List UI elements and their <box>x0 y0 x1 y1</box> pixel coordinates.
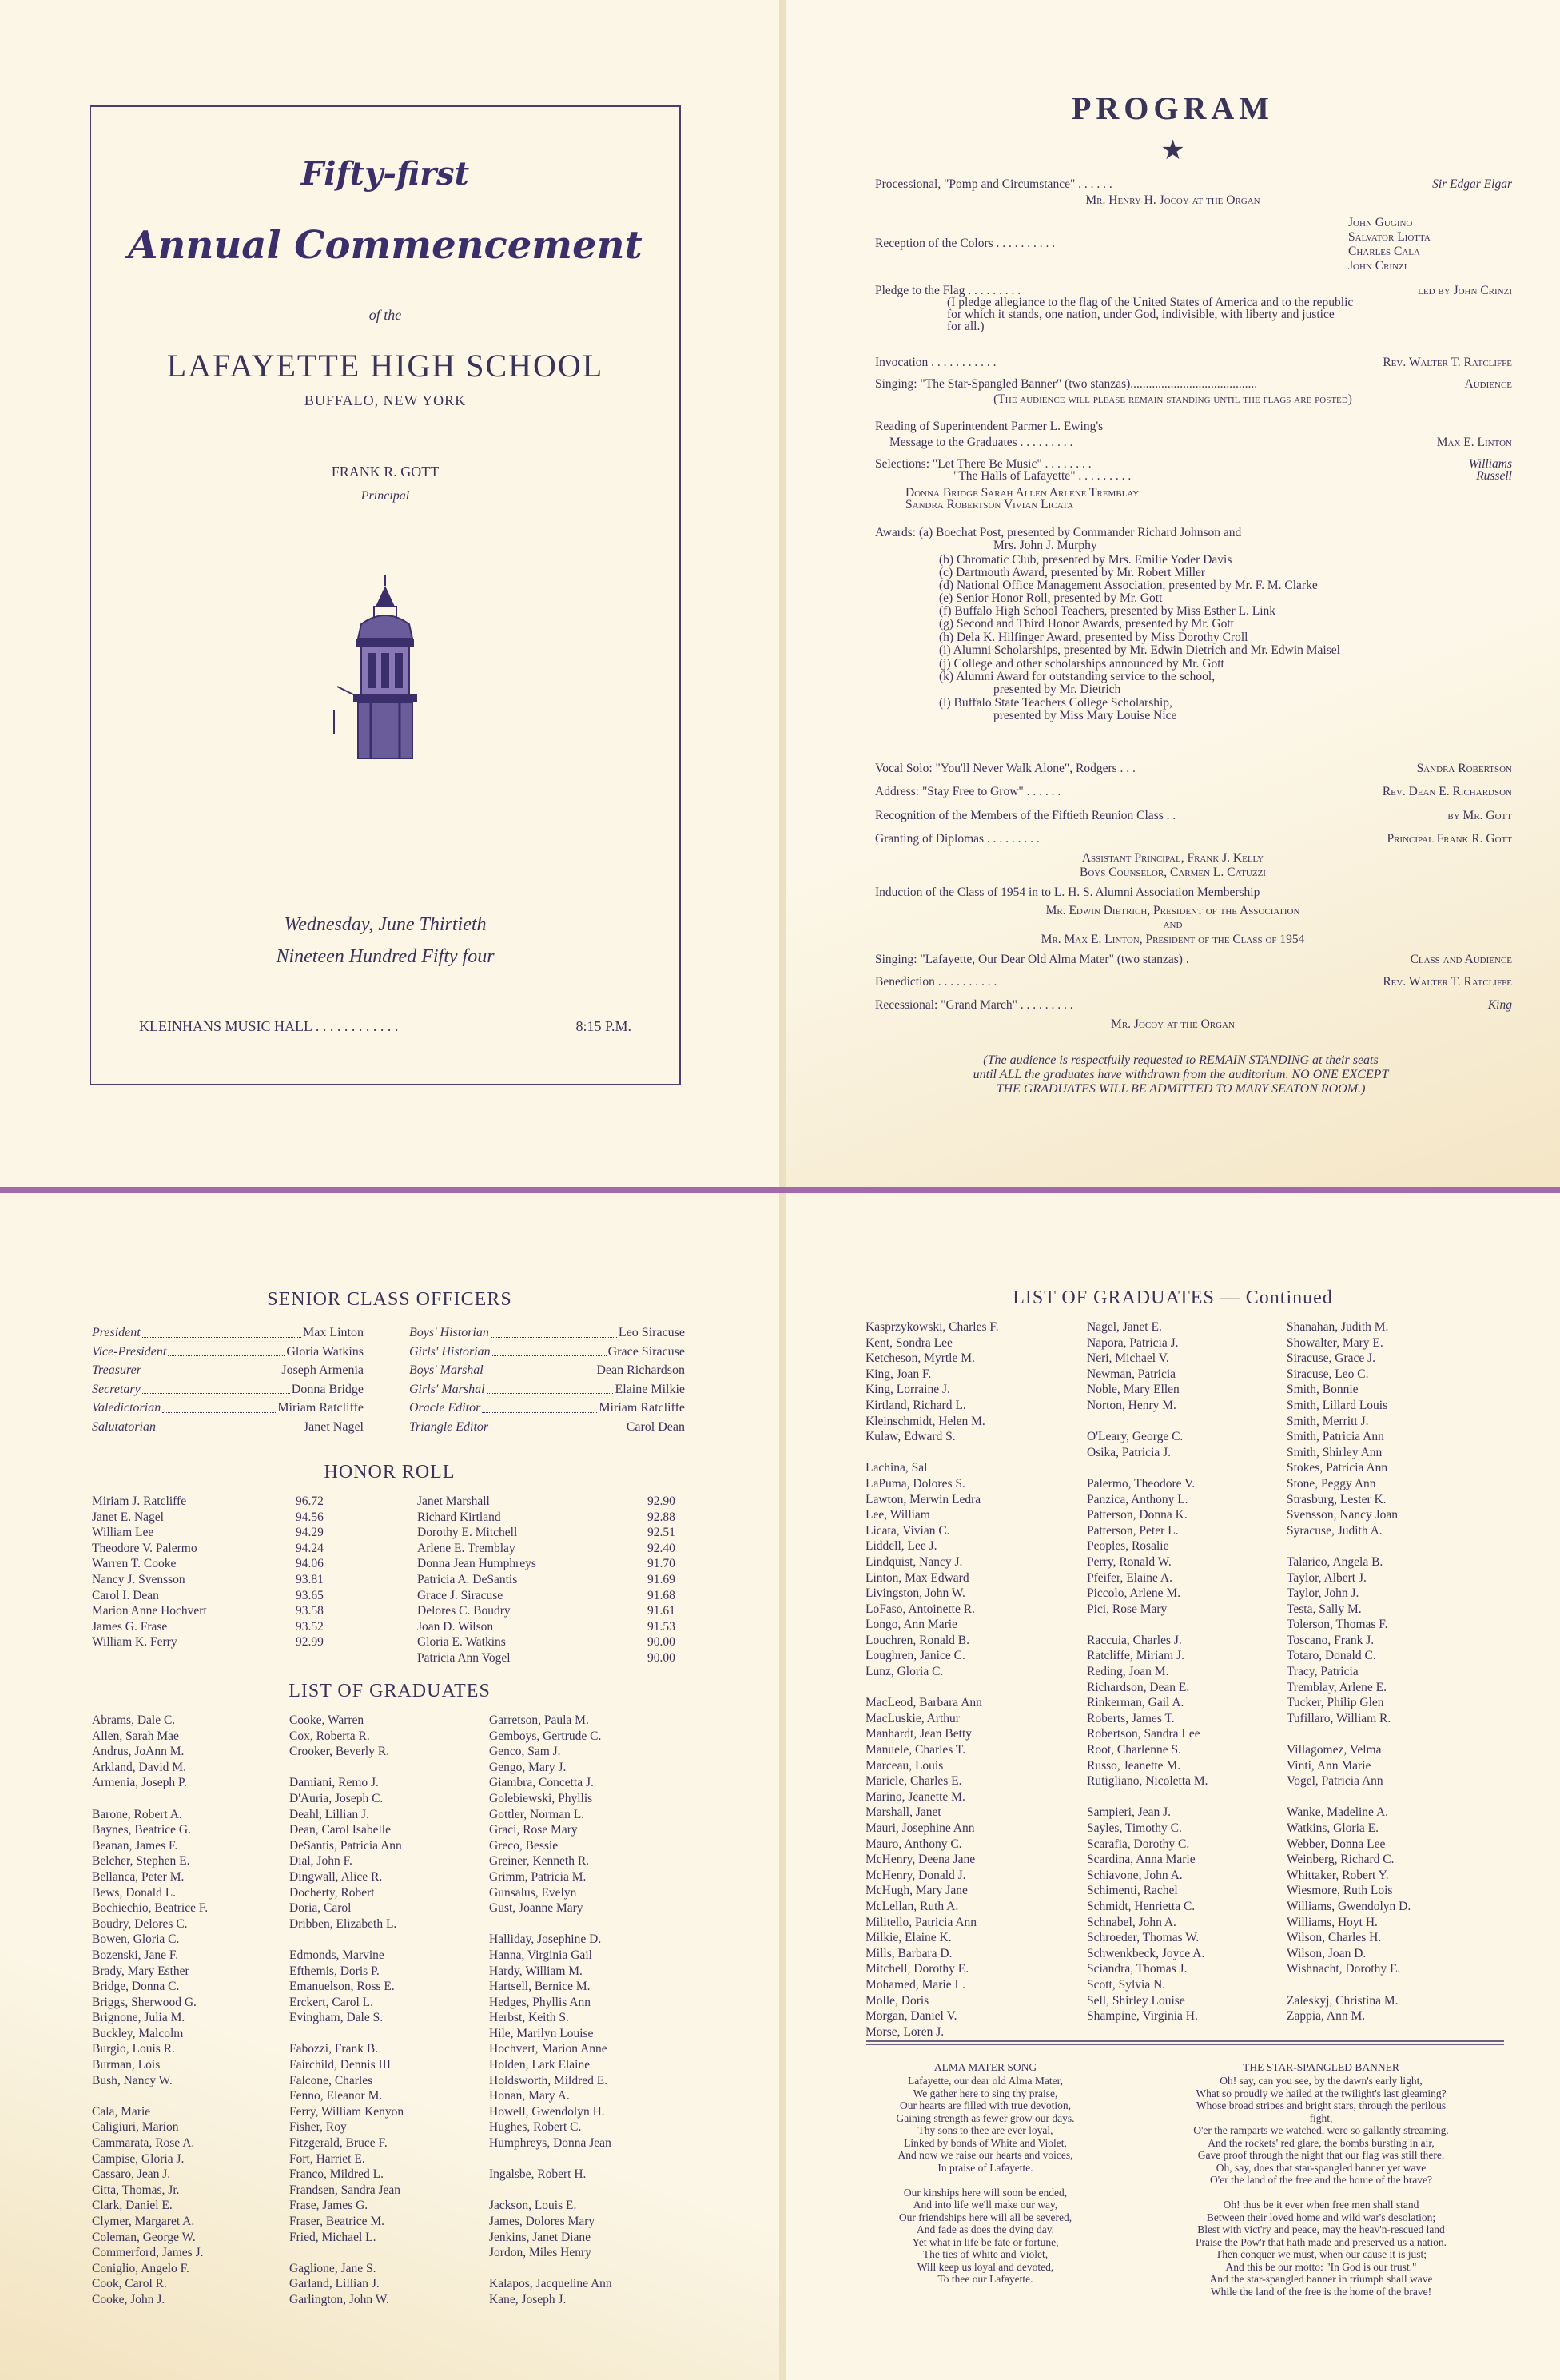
leader-dots <box>143 1361 280 1375</box>
program-line: Awards: (a) Boechat Post, presented by Commander Richard Johnson and <box>875 526 1242 539</box>
program-line-right: Russell <box>1476 469 1512 483</box>
program-line: (k) Alumni Award for outstanding service to the school, <box>939 670 1216 683</box>
school-city: BUFFALO, NEW YORK <box>304 392 467 408</box>
leader-dots <box>162 1399 276 1413</box>
leader-dots <box>492 1343 607 1357</box>
honor-names-1: Miriam J. Ratcliffe Janet E. Nagel William Lee Theodore V. Palermo Warren T. Cooke Nancy J. Svensson Carol I. Dean Marion Anne Hochvert James G. Frase William K. Ferry <box>92 1494 207 1650</box>
graduates-col-2: Cooke, Warren Cox, Roberta R. Crooker, Beverly R. Damiani, Remo J. D'Auria, Joseph C. Deahl, Lillian J. Dean, Carol Isabelle DeSantis, Patricia Ann Dial, John F. Dingwall, Alice R. Docherty, Robert Doria, Carol Dribben, Elizabeth L. Edmonds, Marvine Efthemis, Doris P. Emanuelson, Ross E. Erckert, Carol L. Evingham, Dale S. Fabozzi, Frank B. Fairchild, Dennis III Falcone, Charles Fenno, Eleanor M. Ferry, William Kenyon Fisher, Roy Fitzgerald, Bruce F. Fort, Harriet E. Franco, Mildred L. Frandsen, Sandra Jean Frase, James G. Fraser, Beatrice M. Fried, Michael L. Gaglione, Jane S. Garland, Lillian J. Garlington, John W. <box>289 1713 404 2306</box>
leader-dots <box>168 1343 285 1357</box>
color-bearer: Salvator Liotta <box>1348 230 1431 244</box>
leader-dots <box>142 1323 301 1338</box>
officer-name: Dean Richardson <box>596 1363 685 1377</box>
venue: KLEINHANS MUSIC HALL . . . . . . . . . . . . <box>139 1018 399 1034</box>
program-line: for which it stands, one nation, under God, indivisible, with liberty and justice <box>947 308 1335 321</box>
program-line: Reception of the Colors . . . . . . . . . . <box>875 237 1056 250</box>
program-centered-line: Mr. Henry H. Jocoy at the Organ <box>1085 193 1260 207</box>
cover-border <box>90 105 681 1085</box>
leader-dots <box>482 1399 597 1413</box>
officer-row <box>92 1399 364 1418</box>
officer-role: Boys' Historian <box>409 1326 489 1339</box>
officer-name: Leo Siracuse <box>618 1326 685 1339</box>
officer-name: Gloria Watkins <box>286 1344 364 1359</box>
program-title: PROGRAM <box>1071 90 1275 126</box>
program-line: (j) College and other scholarships announced by Mr. Gott <box>939 657 1224 671</box>
cover-date-2: Nineteen Hundred Fifty four <box>276 946 495 967</box>
alma-mater-text: Lafayette, our dear old Alma Mater, We gather here to sing thy praise, Our hearts are filled with true devotion, Gaining strength as fewer grow our days. Thy sons to thee are ever loyal, Linked by bonds of White and Violet, And now we raise our hearts and voices, In praise of Lafayette. Our kinships here will soon be ended, And into life we'll make our way, Our friendships here will all be severed, And fade as does the dying day. Yet what in life be fate or fortune, The ties of White and Violet, Will keep us loyal and devoted, To thee our Lafayette. <box>896 2075 1075 2285</box>
officer-name: Miriam Ratcliffe <box>277 1401 364 1415</box>
officer-row <box>92 1343 364 1362</box>
anthem-title: THE STAR-SPANGLED BANNER <box>1243 2061 1399 2073</box>
officer-role: Salutatorian <box>92 1419 157 1434</box>
program-line: Singing: "Lafayette, Our Dear Old Alma Mater" (two stanzas) . <box>875 953 1189 966</box>
honor-scores-1: 96.72 94.56 94.29 94.24 94.06 93.81 93.65 93.58 93.52 92.99 <box>296 1494 324 1650</box>
program-panel <box>786 0 1560 1187</box>
officers-panel <box>0 1193 779 2380</box>
officer-role: Oracle Editor <box>409 1401 481 1415</box>
officer-role: Vice-President <box>92 1344 167 1359</box>
tower-illustration <box>329 575 449 766</box>
officer-role: President <box>92 1326 141 1339</box>
program-line: for all.) <box>947 320 985 333</box>
officers-right <box>409 1323 685 1436</box>
color-bearer: John Crinzi <box>1348 259 1407 273</box>
officer-role: Secretary <box>92 1382 141 1396</box>
cover-line-1: Fifty-first <box>300 155 470 193</box>
program-line: Singing: "The Star-Spangled Banner" (two stanzas)......................................... <box>875 377 1258 391</box>
program-centered-line: Boys Counselor, Carmen L. Catuzzi <box>1080 866 1266 879</box>
officer-role: Triangle Editor <box>409 1419 489 1434</box>
leader-dots <box>490 1418 625 1432</box>
color-bearer: Charles Cala <box>1348 245 1420 258</box>
cover-of-the: of the <box>368 307 402 323</box>
audience-notice <box>842 1053 1520 1096</box>
principal-title: Principal <box>360 489 410 503</box>
program-line: Benediction . . . . . . . . . . <box>875 975 997 989</box>
program-line: Recessional: "Grand March" . . . . . . . . . <box>875 998 1073 1012</box>
program-line: (d) National Office Management Association, presented by Mr. F. M. Clarke <box>939 579 1318 592</box>
program-line-right: Rev. Walter T. Ratcliffe <box>1383 356 1512 369</box>
graduates-col-3: Garretson, Paula M. Gemboys, Gertrude C. Genco, Sam J. Gengo, Mary J. Giambra, Concetta J. Golebiewski, Phyllis Gottler, Norman L. Graci, Rose Mary Greco, Bessie Greiner, Kenneth R. Grimm, Patricia M. Gunsalus, Evelyn Gust, Joanne Mary Halliday, Josephine D. Hanna, Virginia Gail Hardy, William M. Hartsell, Bernice M. Hedges, Phyllis Ann Herbst, Keith S. Hile, Marilyn Louise Hochvert, Marion Anne Holden, Lark Elaine Holdsworth, Mildred E. Honan, Mary A. Howell, Gwendolyn H. Hughes, Robert C. Humphreys, Donna Jean Ingalsbe, Robert H. Jackson, Louis E. James, Dolores Mary Jenkins, Janet Diane Jordon, Miles Henry Kalapos, Jacqueline Ann Kane, Joseph J. <box>489 1713 612 2306</box>
program-line: Reading of Superintendent Parmer L. Ewing's <box>875 420 1104 433</box>
program-line: presented by Miss Mary Louise Nice <box>993 709 1177 722</box>
officer-row <box>92 1361 364 1380</box>
officer-role: Girls' Marshal <box>409 1382 485 1396</box>
program-line: Granting of Diplomas . . . . . . . . . <box>875 832 1040 846</box>
graduates-cont-col-3: Shanahan, Judith M. Showalter, Mary E. Siracuse, Grace J. Siracuse, Leo C. Smith, Bonnie Smith, Lillard Louis Smith, Merritt J. Smith, Patricia Ann Smith, Shirley Ann Stokes, Patricia Ann Stone, Peggy Ann Strasburg, Lester K. Svensson, Nancy Joan Syracuse, Judith A. Talarico, Angela B. Taylor, Albert J. Taylor, John J. Testa, Sally M. Tolerson, Thomas F. Toscano, Frank J. Totaro, Donald C. Tracy, Patricia Tremblay, Arlene E. Tucker, Philip Glen Tufillaro, William R. Villagomez, Velma Vinti, Ann Marie Vogel, Patricia Ann Wanke, Madeline A. Watkins, Gloria E. Webber, Donna Lee Weinberg, Richard C. Whittaker, Robert Y. Wiesmore, Ruth Lois Williams, Gwendolyn D. Williams, Hoyt H. Wilson, Charles H. Wilson, Joan D. Wishnacht, Dorothy E. Zaleskyj, Christina M. Zappia, Ann M. <box>1287 1320 1411 2024</box>
program-line: Selections: "Let There Be Music" . . . . . . . . <box>875 457 1092 471</box>
officer-row <box>409 1343 685 1362</box>
honor-names-2: Janet Marshall Richard Kirtland Dorothy E. Mitchell Arlene E. Tremblay Donna Jean Humphreys Patricia A. DeSantis Grace J. Siracuse Delores C. Boudry Joan D. Wilson Gloria E. Watkins Patricia Ann Vogel <box>417 1494 536 1665</box>
program-line: Induction of the Class of 1954 in to L. H. S. Alumni Association Membership <box>875 886 1260 899</box>
program-centered-line: Assistant Principal, Frank J. Kelly <box>1081 851 1264 865</box>
officers-title: SENIOR CLASS OFFICERS <box>267 1289 512 1310</box>
officer-row <box>409 1380 685 1399</box>
program-line-right: led by John Crinzi <box>1418 284 1512 297</box>
officer-row <box>92 1418 364 1437</box>
school-name: LAFAYETTE HIGH SCHOOL <box>166 348 604 384</box>
anthem-text: Oh! say, can you see, by the dawn's early light, What so proudly we hailed at the twilight's last gleaming? Whose broad stripes and bright stars, through the perilous fight, O'er the ramparts we watched, were so gallantly streaming. And the rockets' red glare, the bombs bursting in air, Gave proof through the night that our flag was still there. Oh, say, does that star-spangled banner yet wave O'er the land of the free and the home of the brave? Oh! thus be it ever when free men shall stand Between their loved home and wild war's desolation; Blest with vict'ry and peace, may the heav'n-rescued land Praise the Pow'r that hath made and preserved us a nation. Then conquer we must, when our cause it is just; And this be our motto: "In God is our trust." And the star-spangled banner in triumph shall wave While the land of the free is the home of the brave! <box>1193 2075 1449 2298</box>
officer-row <box>92 1323 364 1343</box>
program-line-right: Williams <box>1468 457 1512 471</box>
officer-name: Janet Nagel <box>303 1419 364 1434</box>
color-bearers <box>1343 216 1431 273</box>
program-line: Processional, "Pomp and Circumstance" . . . . . . <box>875 177 1112 191</box>
officer-row <box>409 1361 685 1380</box>
officer-row <box>409 1418 685 1437</box>
program-line-right: Audience <box>1464 377 1512 391</box>
program-centered-line: (The audience will please remain standing until the flags are posted) <box>993 392 1352 406</box>
graduates-title: LIST OF GRADUATES <box>289 1681 491 1701</box>
officer-name: Joseph Armenia <box>281 1363 364 1377</box>
notice-line: until ALL the graduates have withdrawn from the auditorium. NO ONE EXCEPT <box>973 1068 1389 1081</box>
program-line: (g) Second and Third Honor Awards, presented by Mr. Gott <box>939 617 1234 631</box>
program-line: Pledge to the Flag . . . . . . . . . <box>875 284 1021 297</box>
program-line: Recognition of the Members of the Fiftieth Reunion Class . . <box>875 809 1176 822</box>
leader-dots <box>157 1418 302 1432</box>
program-line-right: by Mr. Gott <box>1447 809 1512 822</box>
notice-line: THE GRADUATES WILL BE ADMITTED TO MARY SEATON ROOM.) <box>996 1082 1366 1096</box>
program-line-right: Class and Audience <box>1410 953 1512 966</box>
program-centered-line: Mr. Jocoy at the Organ <box>1111 1017 1235 1031</box>
officer-role: Girls' Historian <box>409 1344 491 1359</box>
program-line: (h) Dela K. Hilfinger Award, presented by Miss Dorothy Croll <box>939 631 1248 644</box>
officer-name: Miriam Ratcliffe <box>599 1401 685 1415</box>
officer-name: Elaine Milkie <box>615 1382 685 1396</box>
program-line: Donna Bridge Sarah Allen Arlene Tremblay <box>905 486 1140 499</box>
graduates-panel <box>786 1193 1560 2380</box>
leader-dots <box>491 1323 617 1338</box>
alma-mater-title: ALMA MATER SONG <box>933 2061 1037 2073</box>
honor-roll-title: HONOR ROLL <box>324 1462 456 1483</box>
officer-role: Boys' Marshal <box>409 1363 484 1377</box>
officer-name: Carol Dean <box>626 1419 685 1434</box>
graduates-cont-col-2: Nagel, Janet E. Napora, Patricia J. Neri, Michael V. Newman, Patricia Noble, Mary Ellen Norton, Henry M. O'Leary, George C. Osika, Patricia J. Palermo, Theodore V. Panzica, Anthony L. Patterson, Donna K. Patterson, Peter L. Peoples, Rosalie Perry, Ronald W. Pfeifer, Elaine A. Piccolo, Arlene M. Pici, Rose Mary Raccuia, Charles J. Ratcliffe, Miriam J. Reding, Joan M. Richardson, Dean E. Rinkerman, Gail A. Roberts, James T. Robertson, Sandra Lee Root, Charlenne S. Russo, Jeanette M. Rutigliano, Nicoletta M. Sampieri, Jean J. Sayles, Timothy C. Scarafia, Dorothy C. Scardina, Anna Marie Schiavone, John A. Schimenti, Rachel Schmidt, Henrietta C. Schnabel, John A. Schroeder, Thomas W. Schwenkbeck, Joyce A. Sciandra, Thomas J. Scott, Sylvia N. Sell, Shirley Louise Shampine, Virginia H. <box>1087 1320 1208 2024</box>
star-icon: ★ <box>1160 136 1185 165</box>
program-line: (I pledge allegiance to the flag of the United States of America and to the republic <box>947 296 1354 309</box>
program-line: Mrs. John J. Murphy <box>993 539 1097 552</box>
leader-dots <box>487 1380 614 1395</box>
program-line-right: King <box>1487 998 1512 1012</box>
divider-rule <box>866 2044 1504 2045</box>
program-line: (b) Chromatic Club, presented by Mrs. Emilie Yoder Davis <box>939 553 1232 567</box>
officer-name: Grace Siracuse <box>607 1344 685 1359</box>
officer-name: Donna Bridge <box>291 1382 364 1396</box>
graduates-cont-col-1: Kasprzykowski, Charles F. Kent, Sondra Lee Ketcheson, Myrtle M. King, Joan F. King, Lorraine J. Kirtland, Richard L. Kleinschmidt, Helen M. Kulaw, Edward S. Lachina, Sal LaPuma, Dolores S. Lawton, Merwin Ledra Lee, William Licata, Vivian C. Liddell, Lee J. Lindquist, Nancy J. Linton, Max Edward Livingston, John W. LoFaso, Antoinette R. Longo, Ann Marie Louchren, Ronald B. Loughren, Janice C. Lunz, Gloria C. MacLeod, Barbara Ann MacLuskie, Arthur Manhardt, Jean Betty Manuele, Charles T. Marceau, Louis Maricle, Charles E. Marino, Jeanette M. Marshall, Janet Mauri, Josephine Ann Mauro, Anthony C. McHenry, Deena Jane McHenry, Donald J. McHugh, Mary Jane McLellan, Ruth A. Militello, Patricia Ann Milkie, Elaine K. Mills, Barbara D. Mitchell, Dorothy E. Mohamed, Marie L. Molle, Doris Morgan, Daniel V. Morse, Loren J. <box>866 1320 999 2039</box>
program-line-right: Principal Frank R. Gott <box>1387 832 1512 846</box>
program-line: Sandra Robertson Vivian Licata <box>905 498 1074 511</box>
officers-left <box>92 1323 364 1436</box>
officer-role: Valedictorian <box>92 1401 161 1415</box>
program-line: "The Halls of Lafayette" . . . . . . . . . <box>953 469 1132 483</box>
honor-scores-2: 92.90 92.88 92.51 92.40 91.70 91.69 91.68 91.61 91.53 90.00 90.00 <box>647 1494 675 1665</box>
program-line: Address: "Stay Free to Grow" . . . . . . <box>875 785 1061 798</box>
program-line-right: Sandra Robertson <box>1416 762 1512 775</box>
officer-role: Treasurer <box>92 1363 141 1377</box>
program-line-right: Sir Edgar Elgar <box>1432 177 1512 191</box>
program-line: Vocal Solo: "You'll Never Walk Alone", Rodgers . . . <box>875 762 1136 775</box>
program-line-right: Max E. Linton <box>1436 436 1512 449</box>
notice-line: (The audience is respectfully requested to REMAIN STANDING at their seats <box>983 1053 1379 1067</box>
officer-row <box>92 1380 364 1399</box>
program-centered-line: and <box>1163 917 1183 931</box>
program-line: Invocation . . . . . . . . . . . <box>875 356 997 369</box>
graduates-col-1: Abrams, Dale C. Allen, Sarah Mae Andrus, JoAnn M. Arkland, David M. Armenia, Joseph P. Barone, Robert A. Baynes, Beatrice G. Beanan, James F. Belcher, Stephen E. Bellanca, Peter M. Bews, Donald L. Bochiechio, Beatrice F. Boudry, Delores C. Bowen, Gloria C. Bozenski, Jane F. Brady, Mary Esther Bridge, Donna C. Briggs, Sherwood G. Brignone, Julia M. Buckley, Malcolm Burgio, Louis R. Burman, Lois Bush, Nancy W. Cala, Marie Caligiuri, Marion Cammarata, Rose A. Campise, Gloria J. Cassaro, Jean J. Citta, Thomas, Jr. Clark, Daniel E. Clymer, Margaret A. Coleman, George W. Commerford, James J. Coniglio, Angelo F. Cook, Carol R. Cooke, John J. <box>92 1713 209 2306</box>
officer-row <box>409 1399 685 1418</box>
leader-dots <box>485 1361 595 1375</box>
program-line: (c) Dartmouth Award, presented by Mr. Robert Miller <box>939 566 1206 579</box>
officer-row <box>409 1323 685 1343</box>
program-line-right: Rev. Dean E. Richardson <box>1382 785 1512 798</box>
program-line: (i) Alumni Scholarships, presented by Mr. Edwin Dietrich and Mr. Edwin Maisel <box>939 643 1340 657</box>
program-centered-line: Mr. Edwin Dietrich, President of the Association <box>1045 904 1300 917</box>
cover-panel <box>0 0 779 1187</box>
program-line: (l) Buffalo State Teachers College Scholarship, <box>939 696 1172 710</box>
leader-dots <box>142 1380 290 1395</box>
horizontal-fold <box>0 1187 1560 1193</box>
program-line: (f) Buffalo High School Teachers, presented by Miss Esther L. Link <box>939 604 1276 618</box>
principal-name: FRANK R. GOTT <box>331 464 440 480</box>
officer-name: Max Linton <box>303 1326 364 1339</box>
program-line: (e) Senior Honor Roll, presented by Mr. Gott <box>939 591 1163 605</box>
event-time: 8:15 P.M. <box>575 1018 631 1034</box>
program-centered-line: Mr. Max E. Linton, President of the Class of 1954 <box>1041 933 1305 946</box>
program-line: presented by Mr. Dietrich <box>993 683 1121 696</box>
program-line-right: Rev. Walter T. Ratcliffe <box>1383 975 1512 989</box>
graduates-continued-title: LIST OF GRADUATES — Continued <box>1013 1288 1333 1308</box>
cover-date-1: Wednesday, June Thirtieth <box>284 914 487 935</box>
cover-line-2: Annual Commencement <box>128 223 643 268</box>
divider-rule <box>866 2040 1504 2042</box>
program-line: Message to the Graduates . . . . . . . . . <box>889 436 1073 449</box>
color-bearer: John Gugino <box>1348 216 1413 229</box>
